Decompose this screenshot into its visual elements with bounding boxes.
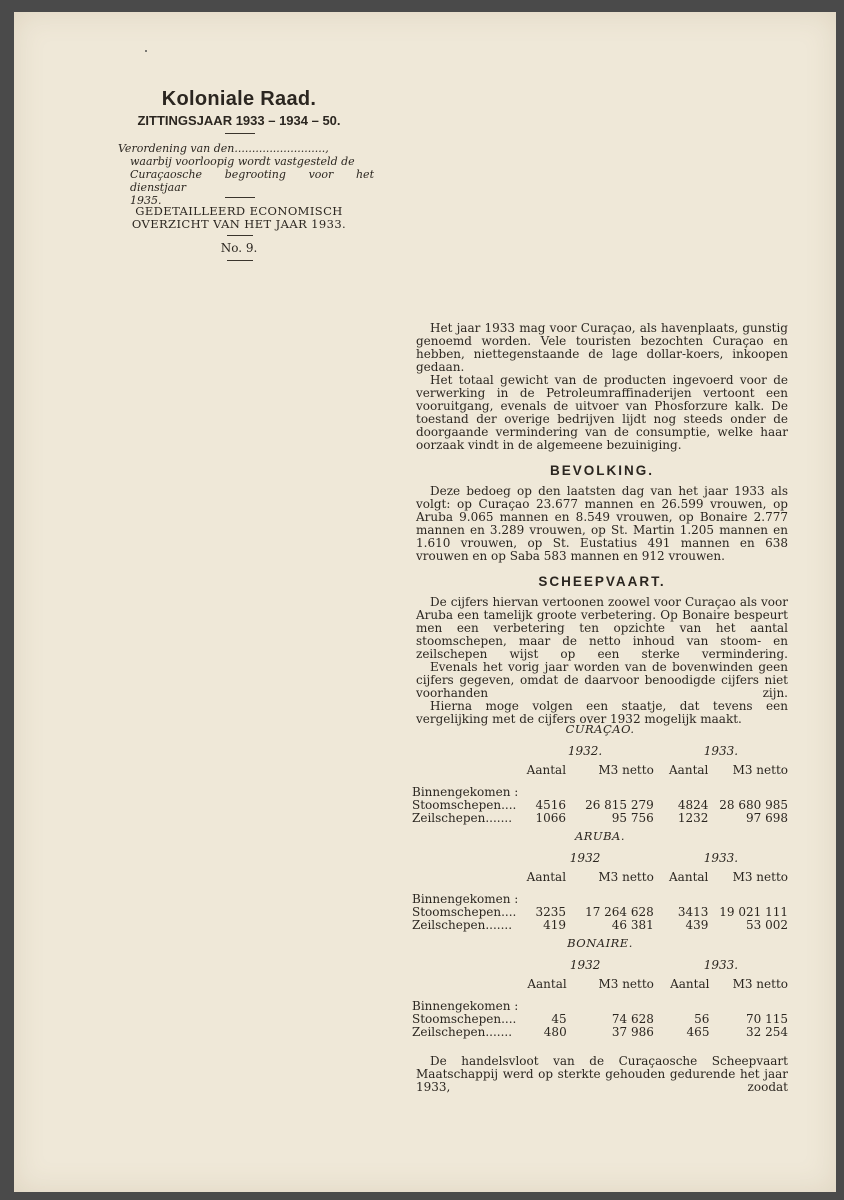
row-label: Stoomschepen.... (412, 798, 517, 812)
year-row (412, 852, 788, 865)
table-block (412, 722, 788, 825)
row-label: Stoomschepen.... (412, 1012, 517, 1026)
shipping-paragraph: Evenals het vorig jaar worden van de bovenwinden geen cijfers gegeven, omdat de daarvoor benoodigde cijfers niet voorhanden zijn. (416, 660, 788, 700)
closing-column (416, 1055, 788, 1094)
year-header: 1933. (703, 744, 739, 758)
table-row (412, 1026, 788, 1039)
table-cell (412, 865, 516, 889)
document-number: No. 9. (220, 241, 258, 255)
table-cell (412, 959, 516, 972)
count-cell: 1232 (677, 811, 709, 825)
divider (227, 235, 253, 236)
column-header: M3 netto (598, 869, 654, 884)
group-row (412, 996, 788, 1013)
council-title: Koloniale Raad. (161, 88, 317, 110)
net-cell: 19 021 111 (719, 905, 788, 919)
shipping-table (412, 745, 788, 825)
ordinance-line: 1935. (130, 194, 162, 207)
column-header: Aantal (669, 869, 709, 884)
table-title: CURAÇAO. (565, 722, 635, 736)
table-row (412, 919, 788, 932)
net-cell: 97 698 (746, 811, 788, 825)
group-label: Binnengekomen : (412, 785, 519, 799)
shipping-table (412, 852, 788, 932)
net-cell: 74 628 (611, 1012, 654, 1026)
header-row (412, 758, 788, 782)
divider (227, 260, 253, 261)
overview-line: GEDETAILLEERD ECONOMISCH (135, 204, 343, 218)
column-header: M3 netto (598, 762, 654, 777)
intro-paragraph: Het jaar 1933 mag voor Curaçao, als havenplaats, gunstig genoemd worden. Vele touristen bezochten Curaçao en hebben, niettegenstaande de lage dollar-koers, inkoopen gedaan. (416, 321, 788, 374)
table-cell (412, 745, 516, 758)
count-cell: 1066 (535, 811, 567, 825)
net-cell: 70 115 (746, 1012, 788, 1026)
row-label: Zeilschepen....... (412, 811, 513, 825)
row-label: Stoomschepen.... (412, 905, 517, 919)
column-header: Aantal (526, 869, 567, 884)
net-cell: 46 381 (611, 918, 654, 932)
year-header: 1933. (703, 958, 739, 972)
count-cell: 465 (686, 1025, 710, 1039)
group-label: Binnengekomen : (412, 999, 519, 1013)
ordinance-line: Curaçaosche begrooting voor het dienstjaar (130, 168, 374, 194)
table-row (412, 812, 788, 825)
document-page (14, 12, 836, 1192)
count-cell: 419 (543, 918, 567, 932)
count-cell: 439 (685, 918, 709, 932)
count-cell: 3413 (677, 905, 709, 919)
main-column (416, 322, 788, 726)
year-row (412, 959, 788, 972)
section-heading-bevolking: BEVOLKING. (549, 463, 654, 478)
row-label: Zeilschepen....... (412, 1025, 513, 1039)
shipping-paragraph: Hierna moge volgen een staatje, dat tevens een vergelijking met de cijfers over 1932 mogelijk maakt. (416, 699, 788, 726)
column-header: Aantal (527, 976, 567, 991)
divider (225, 133, 255, 134)
section-heading-scheepvaart: SCHEEPVAART. (538, 574, 666, 589)
column-header: Aantal (670, 976, 710, 991)
count-cell: 45 (551, 1012, 567, 1026)
population-paragraph: Deze bedoeg op den laatsten dag van het jaar 1933 als volgt: op Curaçao 23.677 mannen en 26.599 vrouwen, op Aruba 9.065 mannen en 8.549 vrouwen, op Bonaire 2.777 mannen en 3.289 vrouwen, op St. Martin 1.205 mannen en 1.610 vrouwen, op St. Eustatius 491 mannen en 638 vrouwen en op Saba 583 mannen en 912 vrouwen. (416, 484, 788, 563)
group-row (412, 889, 788, 906)
group-row (412, 782, 788, 799)
overview-line: OVERZICHT VAN HET JAAR 1933. (131, 217, 347, 231)
table-title: ARUBA. (574, 829, 626, 843)
column-header: Aantal (526, 762, 567, 777)
header-row (412, 865, 788, 889)
net-cell: 95 756 (611, 811, 654, 825)
divider (225, 197, 255, 198)
year-row (412, 745, 788, 758)
net-cell: 53 002 (746, 918, 788, 932)
table-cell (412, 758, 516, 782)
ink-dot (145, 50, 147, 52)
table-block (412, 936, 788, 1039)
count-cell: 480 (543, 1025, 567, 1039)
net-cell: 28 680 985 (719, 798, 788, 812)
table-title: BONAIRE. (567, 936, 633, 950)
net-cell: 32 254 (746, 1025, 788, 1039)
table-cell (412, 852, 516, 865)
overview-heading (114, 205, 364, 231)
session-year: ZITTINGSJAAR 1933 – 1934 – 50. (137, 113, 341, 128)
ordinance-line: waarbij voorloopig wordt vastgesteld de (130, 155, 355, 168)
column-header: M3 netto (732, 869, 788, 884)
count-cell: 4516 (535, 798, 567, 812)
count-cell: 4824 (677, 798, 709, 812)
year-header: 1933. (703, 851, 739, 865)
net-cell: 17 264 628 (585, 905, 654, 919)
year-header: 1932. (567, 744, 603, 758)
group-label: Binnengekomen : (412, 892, 519, 906)
year-header: 1932 (569, 958, 601, 972)
ordinance-line: Verordening van den.........................., (118, 142, 329, 155)
row-label: Zeilschepen....... (412, 918, 513, 932)
net-cell: 37 986 (611, 1025, 654, 1039)
column-header: Aantal (669, 762, 709, 777)
intro-paragraph: Het totaal gewicht van de producten ingevoerd voor de verwerking in de Petroleumraffinaderijen vertoont een vooruitgang, evenals de uitvoer van Phosforzure kalk. De toestand der overige bedrijven lijdt nog steeds onder de doorgaande vermindering van de consumptie, welke haar oorzaak vindt in de algemeene bezuiniging. (416, 373, 788, 452)
column-header: M3 netto (732, 976, 788, 991)
shipping-tables (412, 722, 788, 1043)
header-row (412, 972, 788, 996)
count-cell: 3235 (535, 905, 567, 919)
shipping-table (412, 959, 788, 1039)
closing-paragraph: De handelsvloot van de Curaçaosche Scheepvaart Maatschappij werd op sterkte gehouden gedurende het jaar 1933, zoodat (416, 1054, 788, 1094)
table-block (412, 829, 788, 932)
net-cell: 26 815 279 (585, 798, 654, 812)
year-header: 1932 (569, 851, 601, 865)
count-cell: 56 (694, 1012, 710, 1026)
table-cell (412, 972, 516, 996)
shipping-paragraph: De cijfers hiervan vertoonen zoowel voor Curaçao als voor Aruba een tamelijk groote verbetering. Op Bonaire bespeurt men een verbetering ten opzichte van het aantal stoomschepen, maar de netto inhoud van stoom- en zeilschepen wijst op een sterke vermindering. (416, 595, 788, 661)
column-header: M3 netto (732, 762, 788, 777)
column-header: M3 netto (598, 976, 654, 991)
